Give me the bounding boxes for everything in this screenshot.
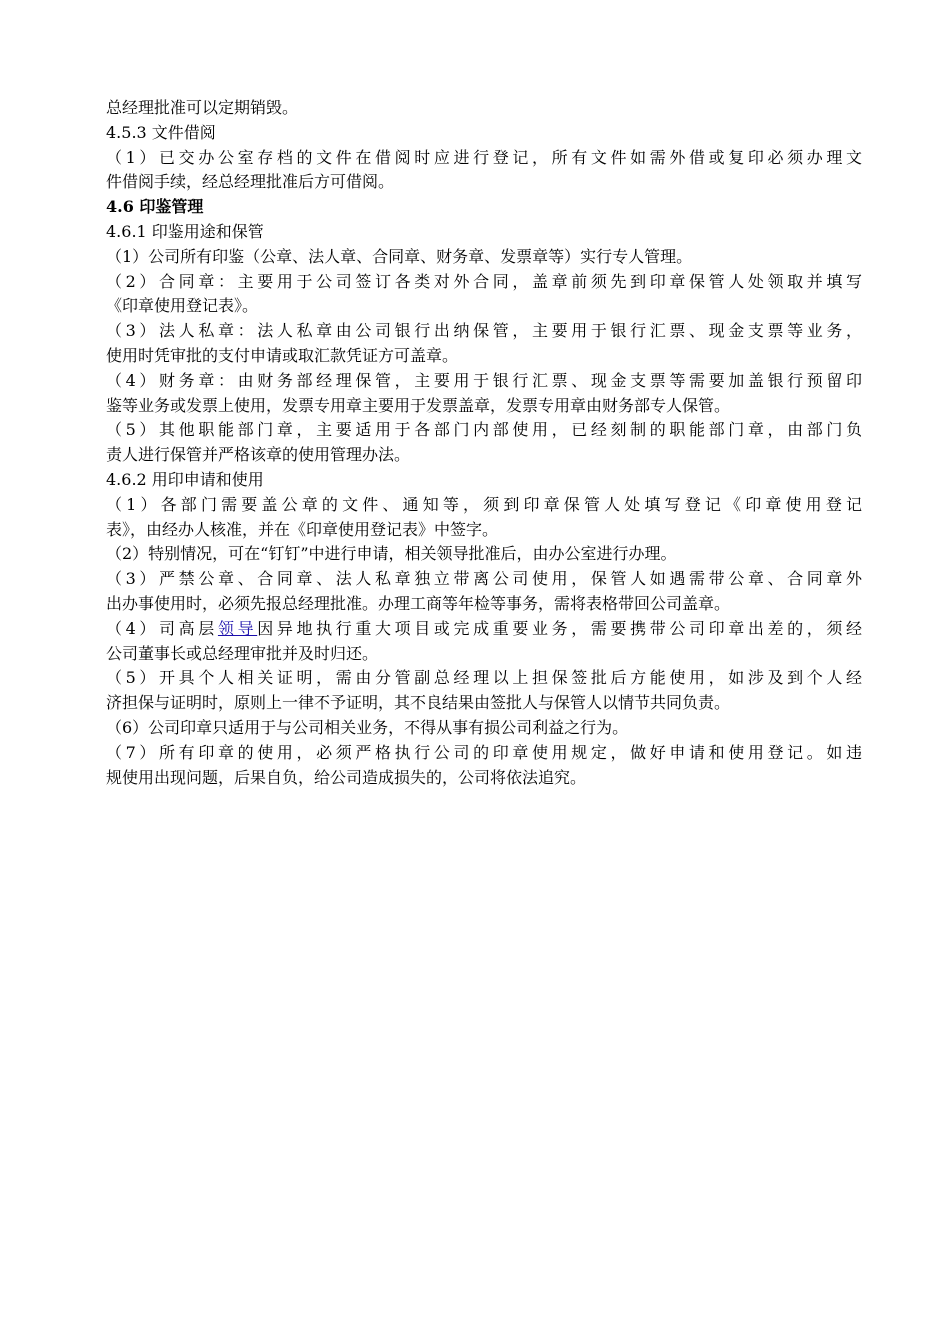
document-line: 规使用出现问题，后果自负，给公司造成损失的，公司将依法追究。: [106, 767, 587, 787]
line-text: 因异地执行重大项目或完成重要业务，需要携带公司印章出差的，须经: [257, 618, 862, 638]
document-line: （7）所有印章的使用，必须严格执行公司的印章使用规定，做好申请和使用登记。如违: [106, 742, 862, 762]
document-line: 使用时凭审批的支付申请或取汇款凭证方可盖章。: [106, 345, 459, 365]
document-line: 责人进行保管并严格该章的使用管理办法。: [106, 445, 411, 465]
document-line: 鉴等业务或发票上使用，发票专用章主要用于发票盖章，发票专用章由财务部专人保管。: [106, 395, 731, 415]
document-line: （1）已交办公室存档的文件在借阅时应进行登记，所有文件如需外借或复印必须办理文: [106, 147, 862, 167]
document-line: （2）合同章：主要用于公司签订各类对外合同，盖章前须先到印章保管人处领取并填写: [106, 271, 862, 291]
document-line: （4）财务章：由财务部经理保管，主要用于银行汇票、现金支票等需要加盖银行预留印: [106, 370, 862, 390]
document-line: （3）法人私章：法人私章由公司银行出纳保管，主要用于银行汇票、现金支票等业务，: [106, 321, 862, 341]
document-line: （5）其他职能部门章，主要适用于各部门内部使用，已经刻制的职能部门章，由部门负: [106, 420, 862, 440]
document-line: 出办事使用时，必须先报总经理批准。办理工商等年检等事务，需将表格带回公司盖章。: [106, 593, 731, 613]
document-line: 济担保与证明时，原则上一律不予证明，其不良结果由签批人与保管人以情节共同负责。: [106, 693, 731, 713]
document-line: [106, 617, 862, 642]
document-line: （5）开具个人相关证明，需由分管副总经理以上担保签批后方能使用，如涉及到个人经: [106, 668, 862, 688]
document-line: 总经理批准可以定期销毁。: [106, 98, 299, 117]
document-line: （2）特别情况，可在“钉钉”中进行申请，相关领导批准后，由办公室进行办理。: [106, 544, 677, 564]
document-line: 公司董事长或总经理审批并及时归还。: [106, 643, 379, 663]
document-line: 《印章使用登记表》。: [106, 296, 259, 316]
section-heading: 4.6 印鉴管理: [106, 197, 204, 217]
document-line: 4.6.1 印鉴用途和保管: [106, 221, 264, 241]
document-line: （1）公司所有印鉴（公章、法人章、合同章、财务章、发票章等）实行专人管理。: [106, 246, 693, 266]
document-body: [106, 96, 862, 790]
document-line: （1）各部门需要盖公章的文件、通知等，须到印章保管人处填写登记《印章使用登记: [106, 494, 862, 514]
document-line: 4.6.2 用印申请和使用: [106, 469, 264, 489]
line-text: （4）司高层: [106, 618, 218, 638]
document-line: 件借阅手续，经总经理批准后方可借阅。: [106, 172, 395, 192]
leader-link[interactable]: 领导: [217, 618, 258, 638]
document-line: （3）严禁公章、合同章、法人私章独立带离公司使用，保管人如遇需带公章、合同章外: [106, 569, 862, 589]
document-line: （6）公司印章只适用于与公司相关业务，不得从事有损公司利益之行为。: [106, 717, 629, 737]
document-line: 表》，由经办人核准，并在《印章使用登记表》中签字。: [106, 519, 499, 539]
document-line: 4.5.3 文件借阅: [106, 122, 216, 142]
